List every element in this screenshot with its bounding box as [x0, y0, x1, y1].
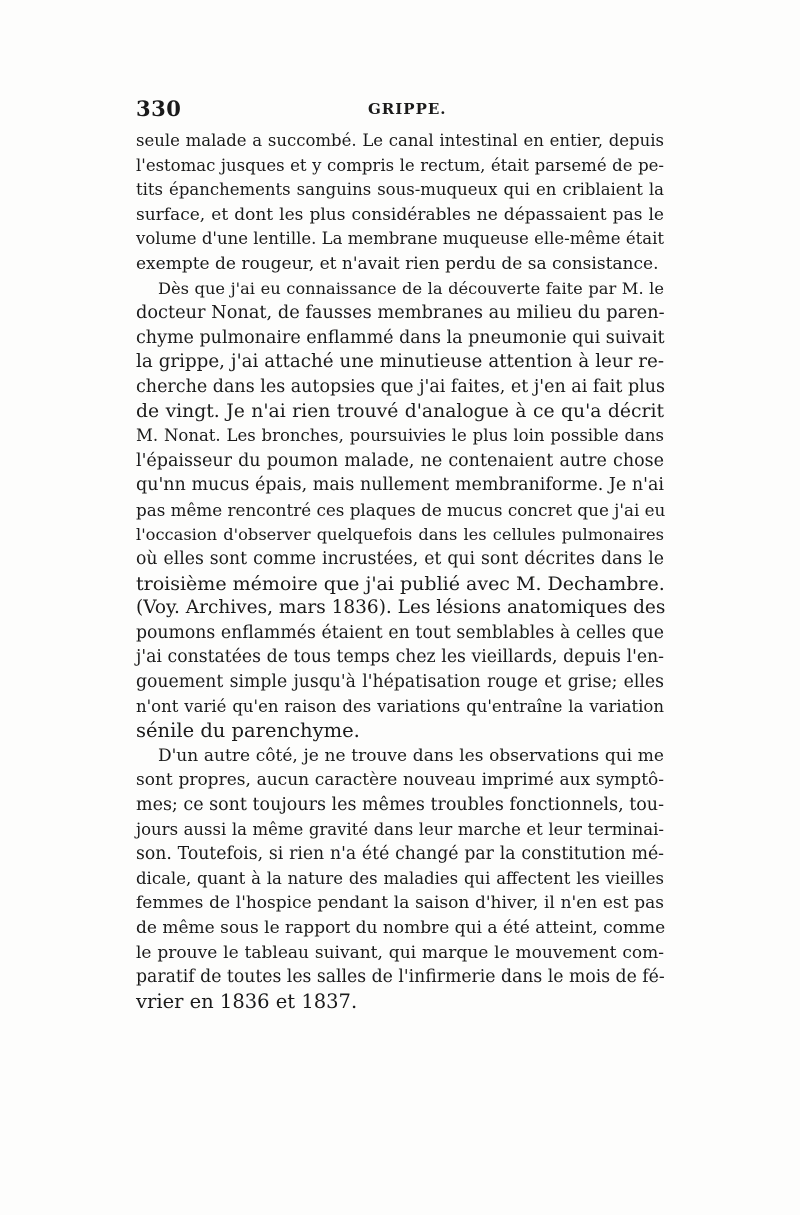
text-line: surface, et dont les plus considérables ne dépassaient pas le	[136, 204, 664, 225]
text-line: l'épaisseur du poumon malade, ne contenaient autre chose	[136, 450, 664, 471]
text-line: M. Nonat. Les bronches, poursuivies le plus loin possible dans	[136, 426, 664, 446]
running-head: GRIPPE.	[368, 100, 447, 118]
text-line: l'occasion d'observer quelquefois dans les cellules pulmonaires	[136, 524, 664, 544]
text-line: vrier en 1836 et 1837.	[136, 989, 358, 1013]
text-line: la grippe, j'ai attaché une minutieuse attention à leur re-	[136, 351, 664, 373]
text-line: cherche dans les autopsies que j'ai faites, et j'en ai fait plus	[136, 376, 666, 397]
text-line: troisième mémoire que j'ai publié avec M. Dechambre.	[136, 572, 665, 595]
text-line: qu'nn mucus épais, mais nullement membraniforme. Je n'ai	[136, 475, 664, 496]
text-line: D'un autre côté, je ne trouve dans les observations qui me	[158, 745, 664, 766]
text-line: volume d'une lentille. La membrane muqueuse elle-même était	[136, 229, 664, 249]
text-line: poumons enflammés étaient en tout semblables à celles que	[136, 622, 664, 643]
text-line: pas même rencontré ces plaques de mucus concret que j'ai eu	[136, 499, 666, 520]
text-line: seule malade a succombé. Le canal intestinal en entier, depuis	[136, 131, 664, 150]
text-line: l'estomac jusques et y compris le rectum, était parsemé de pe-	[136, 155, 664, 175]
text-line: mes; ce sont toujours les mêmes troubles fonctionnels, tou-	[136, 795, 664, 816]
text-line: de vingt. Je n'ai rien trouvé d'analogue à ce qu'a décrit	[136, 400, 664, 422]
page-header	[136, 96, 676, 122]
text-line: de même sous le rapport du nombre qui a été atteint, comme	[136, 918, 666, 938]
text-line: sénile du parenchyme.	[136, 719, 360, 743]
text-line: le prouve le tableau suivant, qui marque le mouvement com-	[136, 942, 664, 963]
text-line: n'ont varié qu'en raison des variations qu'entraîne la variation	[136, 696, 664, 716]
text-line: sont propres, aucun caractère nouveau imprimé aux symptô-	[136, 770, 664, 791]
page-number: 330	[136, 96, 182, 121]
text-line: où elles sont comme incrustées, et qui sont décrites dans le	[136, 549, 664, 570]
text-line: (Voy. Archives, mars 1836). Les lésions anatomiques des	[136, 597, 666, 619]
text-line: gouement simple jusqu'à l'hépatisation rouge et grise; elles	[136, 672, 664, 693]
body-text	[136, 129, 664, 1014]
text-line: docteur Nonat, de fausses membranes au milieu du paren-	[136, 303, 665, 324]
text-line: son. Toutefois, si rien n'a été changé par la constitution mé-	[136, 844, 664, 865]
text-line: femmes de l'hospice pendant la saison d'hiver, il n'en est pas	[136, 893, 664, 914]
text-line: jours aussi la même gravité dans leur marche et leur terminai-	[136, 819, 664, 839]
text-line: Dès que j'ai eu connaissance de la découverte faite par M. le	[158, 278, 664, 298]
text-line: j'ai constatées de tous temps chez les vieillards, depuis l'en-	[136, 647, 664, 668]
text-line: paratif de toutes les salles de l'infirmerie dans le mois de fé-	[136, 967, 665, 988]
text-line: dicale, quant à la nature des maladies qui affectent les vieilles	[136, 868, 664, 888]
text-line: tits épanchements sanguins sous-muqueux qui en criblaient la	[136, 180, 664, 200]
text-line: exempte de rougeur, et n'avait rien perdu de sa consistance.	[136, 253, 659, 274]
text-line: chyme pulmonaire enflammé dans la pneumonie qui suivait	[136, 327, 665, 348]
